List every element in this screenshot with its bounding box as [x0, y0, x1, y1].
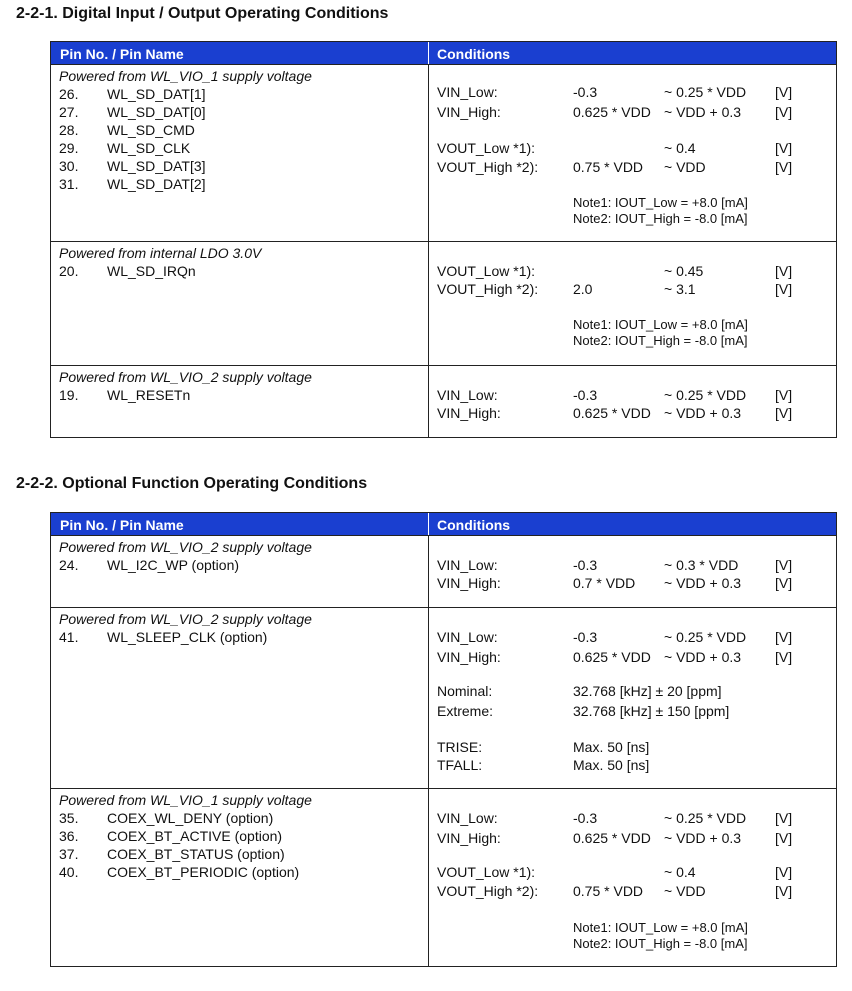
pin-entry: 24. WL_I2C_WP (option)	[59, 557, 240, 573]
pin-entry: 27. WL_SD_DAT[0]	[59, 104, 206, 120]
extreme-row: Extreme: 32.768 [kHz] ± 150 [ppm]	[437, 703, 730, 719]
trise-row: TRISE: Max. 50 [ns]	[437, 739, 650, 755]
vin-low-row: VIN_Low: -0.3 ~ 0.25 * VDD [V]	[437, 629, 793, 645]
table-header	[51, 513, 836, 535]
note-2: Note2: IOUT_High = -8.0 [mA]	[573, 333, 748, 348]
table-row	[51, 535, 836, 607]
conditions-cell	[429, 608, 836, 788]
section-2-title: 2-2-2. Optional Function Operating Conditions	[16, 475, 368, 492]
table-row	[51, 64, 836, 241]
pin-entry: 40. COEX_BT_PERIODIC (option)	[59, 864, 300, 880]
conditions-cell	[429, 242, 836, 365]
power-source: Powered from WL_VIO_2 supply voltage	[59, 611, 312, 627]
pin-cell	[51, 242, 429, 365]
note-2: Note2: IOUT_High = -8.0 [mA]	[573, 211, 748, 226]
vin-high-row: VIN_High: 0.625 * VDD ~ VDD + 0.3 [V]	[437, 104, 793, 120]
tfall-row: TFALL: Max. 50 [ns]	[437, 757, 650, 773]
pin-entry: 36. COEX_BT_ACTIVE (option)	[59, 828, 283, 844]
vin-high-row: VIN_High: 0.625 * VDD ~ VDD + 0.3 [V]	[437, 649, 793, 665]
vin-low-row: VIN_Low: -0.3 ~ 0.25 * VDD [V]	[437, 84, 793, 100]
nominal-row: Nominal: 32.768 [kHz] ± 20 [ppm]	[437, 683, 722, 699]
power-source: Powered from WL_VIO_1 supply voltage	[59, 68, 312, 84]
vin-high-row: VIN_High: 0.625 * VDD ~ VDD + 0.3 [V]	[437, 405, 793, 421]
pin-entry: 37. COEX_BT_STATUS (option)	[59, 846, 285, 862]
note-1: Note1: IOUT_Low = +8.0 [mA]	[573, 195, 748, 210]
pin-entry: 31. WL_SD_DAT[2]	[59, 176, 206, 192]
header-conditions: Conditions	[437, 517, 511, 533]
vin-high-row: VIN_High: 0.625 * VDD ~ VDD + 0.3 [V]	[437, 830, 793, 846]
pin-entry: 41. WL_SLEEP_CLK (option)	[59, 629, 268, 645]
digital-io-table	[50, 41, 837, 438]
conditions-cell	[429, 65, 836, 241]
pin-entry: 19. WL_RESETn	[59, 387, 191, 403]
table-row	[51, 241, 836, 365]
vin-low-row: VIN_Low: -0.3 ~ 0.3 * VDD [V]	[437, 557, 793, 573]
table-row	[51, 607, 836, 788]
pin-cell	[51, 366, 429, 437]
pin-cell	[51, 608, 429, 788]
pin-entry: 20. WL_SD_IRQn	[59, 263, 196, 279]
pin-entry: 28. WL_SD_CMD	[59, 122, 195, 138]
pin-cell	[51, 789, 429, 966]
vout-high-row: VOUT_High *2): 2.0 ~ 3.1 [V]	[437, 281, 793, 297]
conditions-cell	[429, 789, 836, 966]
vout-high-row: VOUT_High *2): 0.75 * VDD ~ VDD [V]	[437, 159, 793, 175]
header-pin: Pin No. / Pin Name	[51, 513, 429, 535]
pin-cell	[51, 65, 429, 241]
pin-entry: 30. WL_SD_DAT[3]	[59, 158, 206, 174]
vout-low-row: VOUT_Low *1): ~ 0.45 [V]	[437, 263, 793, 279]
pin-entry: 29. WL_SD_CLK	[59, 140, 191, 156]
pin-entry: 26. WL_SD_DAT[1]	[59, 86, 206, 102]
conditions-cell	[429, 366, 836, 437]
pin-cell	[51, 536, 429, 607]
pin-entry: 35. COEX_WL_DENY (option)	[59, 810, 274, 826]
header-pin: Pin No. / Pin Name	[51, 42, 429, 64]
power-source: Powered from internal LDO 3.0V	[59, 245, 262, 261]
power-source: Powered from WL_VIO_2 supply voltage	[59, 539, 312, 555]
vin-high-row: VIN_High: 0.7 * VDD ~ VDD + 0.3 [V]	[437, 575, 793, 591]
vin-low-row: VIN_Low: -0.3 ~ 0.25 * VDD [V]	[437, 387, 793, 403]
section-1-title: 2-2-1. Digital Input / Output Operating Conditions	[16, 5, 389, 22]
note-1: Note1: IOUT_Low = +8.0 [mA]	[573, 317, 748, 332]
power-source: Powered from WL_VIO_1 supply voltage	[59, 792, 312, 808]
note-2: Note2: IOUT_High = -8.0 [mA]	[573, 936, 748, 951]
header-conditions: Conditions	[437, 46, 511, 62]
table-row	[51, 788, 836, 966]
note-1: Note1: IOUT_Low = +8.0 [mA]	[573, 920, 748, 935]
table-header	[51, 42, 836, 64]
table-row	[51, 365, 836, 437]
vin-low-row: VIN_Low: -0.3 ~ 0.25 * VDD [V]	[437, 810, 793, 826]
vout-low-row: VOUT_Low *1): ~ 0.4 [V]	[437, 140, 793, 156]
conditions-cell	[429, 536, 836, 607]
vout-low-row: VOUT_Low *1): ~ 0.4 [V]	[437, 864, 793, 880]
optional-function-table	[50, 512, 837, 967]
power-source: Powered from WL_VIO_2 supply voltage	[59, 369, 312, 385]
vout-high-row: VOUT_High *2): 0.75 * VDD ~ VDD [V]	[437, 883, 793, 899]
